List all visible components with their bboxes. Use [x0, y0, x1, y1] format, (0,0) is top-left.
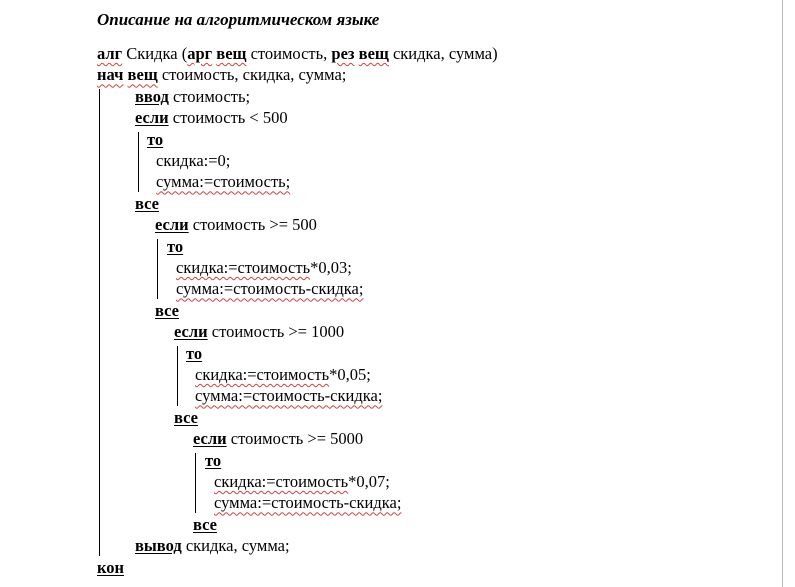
keyword: вещ — [127, 65, 158, 85]
code-line — [135, 536, 290, 556]
keyword: то — [205, 450, 222, 470]
code-text: скидка:=стоимость — [195, 365, 330, 384]
code-text: *0,05; — [329, 365, 371, 384]
keyword: все — [135, 193, 159, 213]
code-text: скидка, сумма) — [388, 44, 498, 63]
code-line — [214, 472, 390, 492]
indent-bar — [195, 453, 196, 513]
code-text: скидка:=стоимость — [176, 258, 311, 277]
indent-bar — [99, 89, 100, 556]
keyword: ввод — [135, 86, 169, 106]
keyword: нач — [97, 65, 124, 85]
code-text: Скидка ( — [122, 44, 188, 63]
keyword: если — [193, 429, 227, 449]
code-line — [135, 108, 288, 128]
page-edge-line — [782, 0, 783, 587]
code-text: сумма:=стоимость-скидка; — [176, 279, 364, 299]
code-line — [135, 87, 250, 107]
code-text: скидка, сумма; — [181, 536, 290, 556]
code-line — [176, 258, 352, 278]
code-line — [214, 493, 401, 513]
keyword: вывод — [135, 536, 182, 556]
code-line — [186, 344, 202, 364]
code-text: сумма:=стоимость-скидка; — [195, 386, 383, 406]
keyword: то — [147, 129, 164, 149]
indent-bar — [157, 239, 158, 299]
code-line — [167, 237, 183, 257]
indent-bar — [177, 346, 178, 406]
code-line — [97, 558, 124, 578]
keyword: то — [167, 236, 184, 256]
keyword: все — [174, 407, 198, 427]
document-heading: Описание на алгоритмическом языке — [97, 10, 380, 29]
keyword: все — [193, 514, 217, 534]
code-text: скидка:=стоимость — [214, 472, 349, 491]
code-line — [155, 215, 317, 235]
code-text: стоимость >= 500 — [188, 215, 317, 235]
keyword: вещ — [216, 44, 247, 63]
code-line — [174, 408, 198, 428]
code-text: стоимость; — [168, 86, 251, 106]
keyword: если — [174, 322, 208, 342]
keyword: кон — [97, 557, 125, 577]
keyword: все — [155, 300, 179, 320]
code-line — [195, 365, 371, 385]
indent-bar — [138, 132, 139, 192]
code-line — [147, 130, 163, 150]
code-text: стоимость, скидка, сумма; — [157, 65, 347, 85]
code-text: сумма:=стоимость; — [156, 172, 291, 192]
code-text: стоимость >= 1000 — [207, 322, 345, 342]
code-line — [205, 451, 221, 471]
code-text: скидка:=0; — [156, 151, 231, 170]
code-text: стоимость, — [246, 44, 332, 63]
keyword: вещ — [358, 44, 389, 63]
code-text: стоимость >= 5000 — [226, 429, 364, 449]
keyword: арг — [187, 44, 213, 63]
keyword: если — [155, 215, 189, 235]
code-text: стоимость < 500 — [168, 108, 288, 128]
code-text: *0,03; — [310, 258, 352, 277]
keyword: если — [135, 108, 169, 128]
code-line — [195, 386, 382, 406]
keyword: то — [186, 343, 203, 363]
code-line — [135, 194, 159, 214]
code-line — [176, 279, 363, 299]
code-line — [174, 322, 344, 342]
code-line — [97, 65, 346, 85]
code-line — [193, 429, 363, 449]
keyword: рез — [331, 44, 355, 63]
code-line — [156, 151, 230, 171]
code-line — [97, 44, 498, 64]
code-line — [193, 515, 217, 535]
keyword: алг — [97, 44, 123, 63]
code-line — [156, 172, 290, 192]
code-text: *0,07; — [348, 472, 390, 491]
code-line — [155, 301, 179, 321]
code-text: сумма:=стоимость-скидка; — [214, 493, 402, 513]
